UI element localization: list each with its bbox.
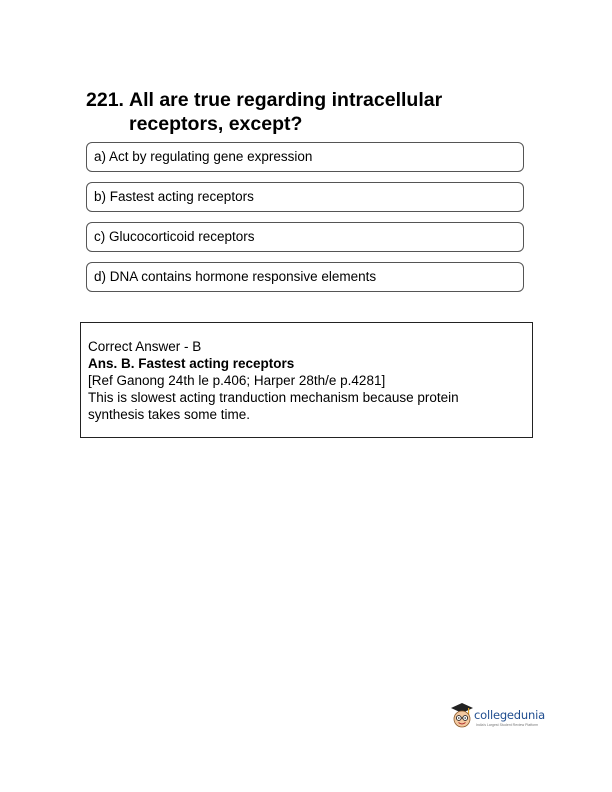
question-text-line2: receptors, except? bbox=[129, 113, 303, 135]
answer-explanation-line2: synthesis takes some time. bbox=[88, 407, 251, 422]
question-heading bbox=[86, 88, 526, 136]
graduate-mascot-icon bbox=[450, 702, 474, 732]
answer-box bbox=[80, 322, 533, 438]
collegedunia-logo bbox=[450, 702, 550, 734]
logo-tagline: India's Largest Student Review Platform bbox=[476, 723, 539, 727]
answer-explanation-line1: This is slowest acting tranduction mechanism because protein bbox=[88, 390, 459, 405]
option-d[interactable]: d) DNA contains hormone responsive elements bbox=[86, 262, 524, 292]
correct-answer-label: Correct Answer - B bbox=[88, 339, 202, 354]
option-a[interactable]: a) Act by regulating gene expression bbox=[86, 142, 524, 172]
option-b[interactable]: b) Fastest acting receptors bbox=[86, 182, 524, 212]
question-text-line1: All are true regarding intracellular bbox=[129, 89, 443, 111]
question-number: 221. bbox=[86, 89, 124, 111]
logo-wordmark: collegedunia bbox=[474, 708, 545, 722]
answer-heading: Ans. B. Fastest acting receptors bbox=[88, 356, 295, 371]
option-c[interactable]: c) Glucocorticoid receptors bbox=[86, 222, 524, 252]
answer-reference: [Ref Ganong 24th le p.406; Harper 28th/e p.4281] bbox=[88, 373, 386, 388]
